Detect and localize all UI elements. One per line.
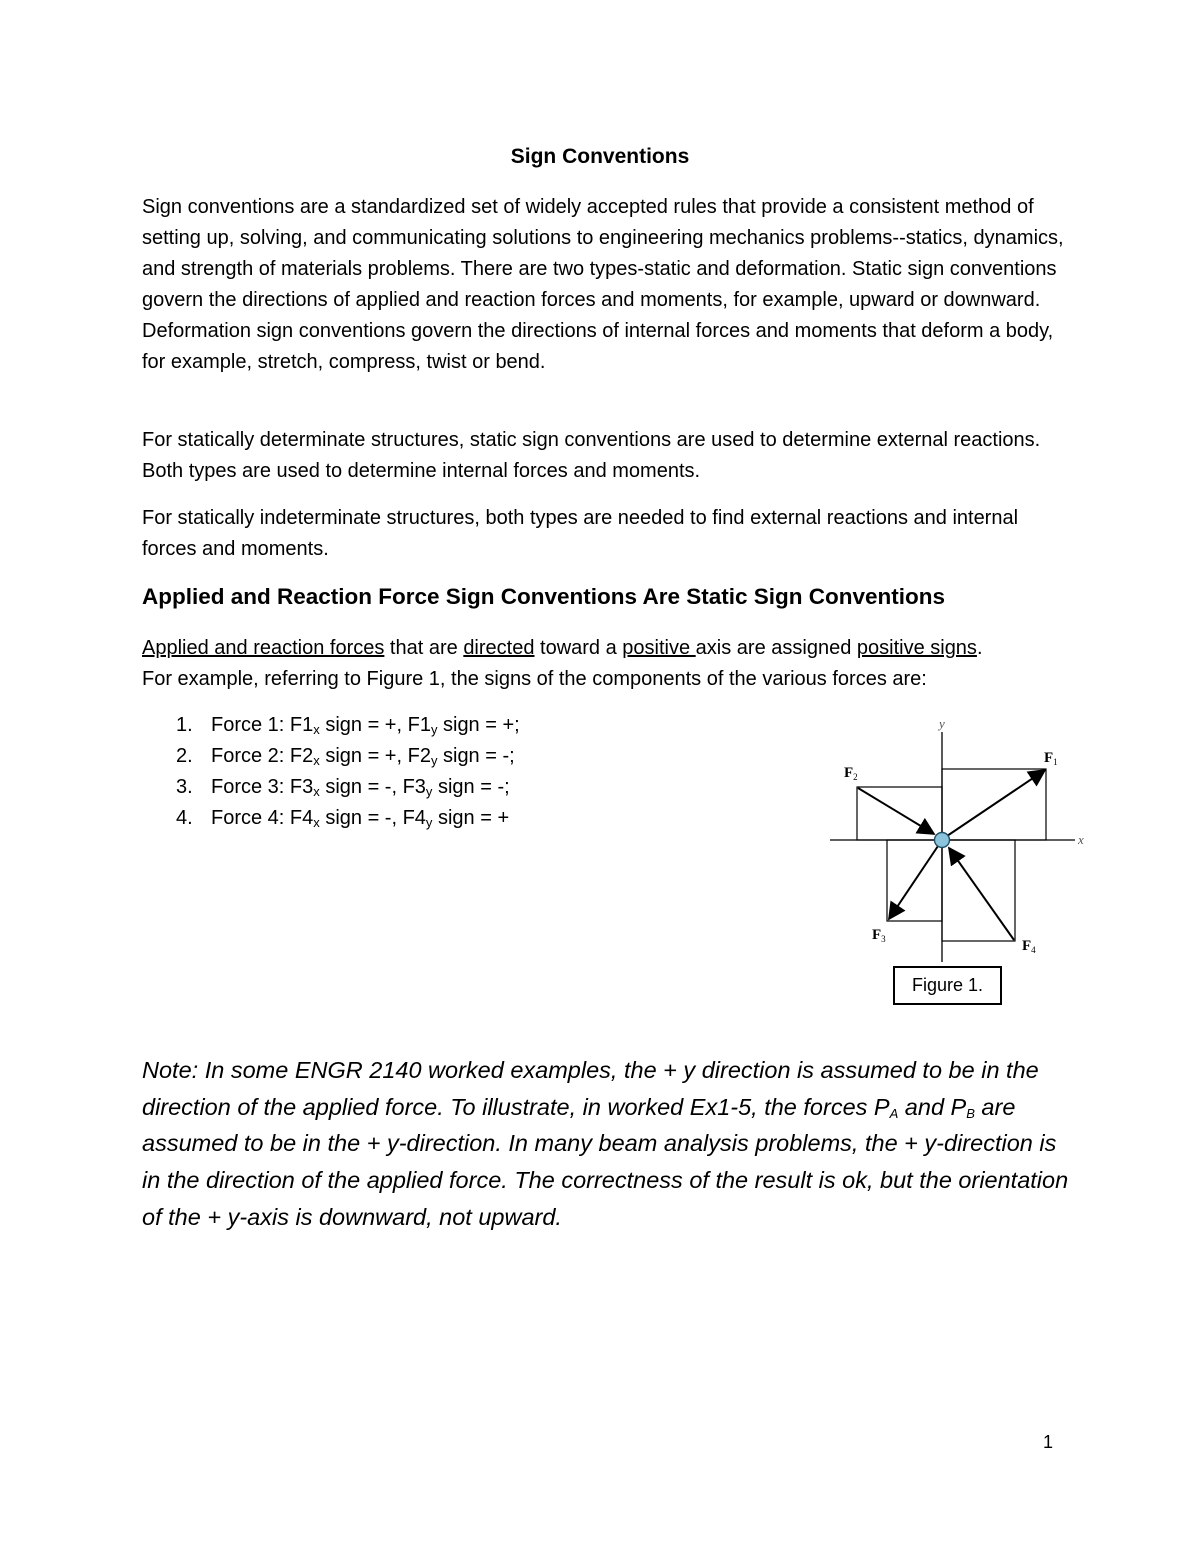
subscript: B xyxy=(966,1105,975,1121)
y-axis-label: y xyxy=(939,716,945,731)
note-text: and P xyxy=(898,1093,967,1120)
rule-example-line: For example, referring to Figure 1, the signs of the components of the various forces are: xyxy=(142,668,927,690)
force-label-sub: 2 xyxy=(853,772,858,782)
force-1-label xyxy=(1044,750,1058,767)
force-2-label xyxy=(844,765,858,782)
force-text: sign = + xyxy=(432,807,510,829)
subscript: x xyxy=(313,815,320,830)
force-label: Force 3: F3 xyxy=(211,776,314,798)
force-label-text: F xyxy=(872,927,882,943)
force-text: sign = +, F1 xyxy=(319,714,431,736)
rule-text: axis are assigned xyxy=(695,637,857,659)
intro-paragraph: Sign conventions are a standardized set of widely accepted rules that provide a consistent method of setting up, solving, and communicating solutions to engineering mechanics problems--statics, dynamics, and strength of materials problems. There are two types-static and deformation. Static sign conventions govern the directions of applied and reaction forces and moments, for example, upward or downward. Deformation sign conventions govern the directions of internal forces and moments that deform a body, for example, stretch, compress, twist or bend. xyxy=(142,196,1064,373)
force-text: sign = -; xyxy=(432,776,510,798)
list-item xyxy=(142,710,520,741)
list-number: 4. xyxy=(176,807,193,829)
subscript: y xyxy=(430,753,438,768)
list-number: 2. xyxy=(176,745,193,767)
subscript: A xyxy=(889,1105,899,1121)
note-text: are assumed to be in the + y-direction. In many beam analysis problems, the + y-direction is in the direction of the applied force. The correctness of the result is ok, but the orientation of the + y-axis is downward, not upward. xyxy=(142,1093,1069,1230)
determinate-paragraph: For statically determinate structures, static sign conventions are used to determine external reactions. Both types are used to determine internal forces and moments. xyxy=(142,429,1041,482)
rule-text: . xyxy=(976,637,983,659)
list-number: 1. xyxy=(176,714,193,736)
force-2-arrow xyxy=(858,788,934,834)
list-number: 3. xyxy=(176,776,193,798)
page-title: Sign Conventions xyxy=(510,145,690,168)
force-3-arrow xyxy=(889,846,938,919)
subscript: x xyxy=(313,784,320,799)
list-item xyxy=(142,741,520,772)
force-text: sign = +; xyxy=(437,714,520,736)
force-text: sign = -; xyxy=(437,745,515,767)
force-4-arrow xyxy=(949,848,1014,940)
force-text: sign = -, F4 xyxy=(319,807,426,829)
force-text: sign = +, F2 xyxy=(319,745,431,767)
force-text: sign = -, F3 xyxy=(319,776,426,798)
rule-underlined-positive: positive xyxy=(622,637,696,659)
force-label: Force 4: F4 xyxy=(211,807,314,829)
force-label: Force 1: F1 xyxy=(211,714,314,736)
figure-caption: Figure 1. xyxy=(893,966,1002,1005)
force-label: Force 2: F2 xyxy=(211,745,314,767)
force-label-text: F xyxy=(1044,750,1054,766)
note-paragraph xyxy=(142,1052,1072,1236)
sign-rule-paragraph xyxy=(142,633,1072,695)
rule-underlined-forces: Applied and reaction forces xyxy=(142,637,385,659)
rule-underlined-directed: directed xyxy=(463,637,535,659)
force-3-label xyxy=(872,927,886,944)
subscript: y xyxy=(430,722,438,737)
force-1-arrow xyxy=(947,770,1045,836)
subscript: y xyxy=(425,815,433,830)
subscript: x xyxy=(313,722,320,737)
force-label-text: F xyxy=(844,765,854,781)
force-sign-list xyxy=(142,710,520,834)
force-label-sub: 3 xyxy=(881,934,886,944)
rule-text: toward a xyxy=(534,637,623,659)
subscript: y xyxy=(425,784,433,799)
particle xyxy=(935,833,950,848)
page-number: 1 xyxy=(1043,1432,1054,1452)
x-axis-label: x xyxy=(1078,832,1084,847)
subscript: x xyxy=(313,753,320,768)
rule-text: that are xyxy=(384,637,464,659)
note-text: Note: In some ENGR 2140 worked examples, the + y direction is assumed to be in the direction of the applied force. To illustrate, in worked Ex1-5, the forces P xyxy=(142,1057,1039,1120)
rule-underlined-positive-signs: positive signs xyxy=(856,637,977,659)
indeterminate-paragraph: For statically indeterminate structures, both types are needed to find external reactions and internal forces and moments. xyxy=(142,507,1019,560)
list-item xyxy=(142,772,520,803)
force-4-label xyxy=(1022,938,1036,955)
force-label-text: F xyxy=(1022,938,1032,954)
section-heading: Applied and Reaction Force Sign Conventions Are Static Sign Conventions xyxy=(142,584,946,609)
list-item xyxy=(142,803,520,834)
force-label-sub: 1 xyxy=(1053,757,1058,767)
force-label-sub: 4 xyxy=(1031,945,1036,955)
